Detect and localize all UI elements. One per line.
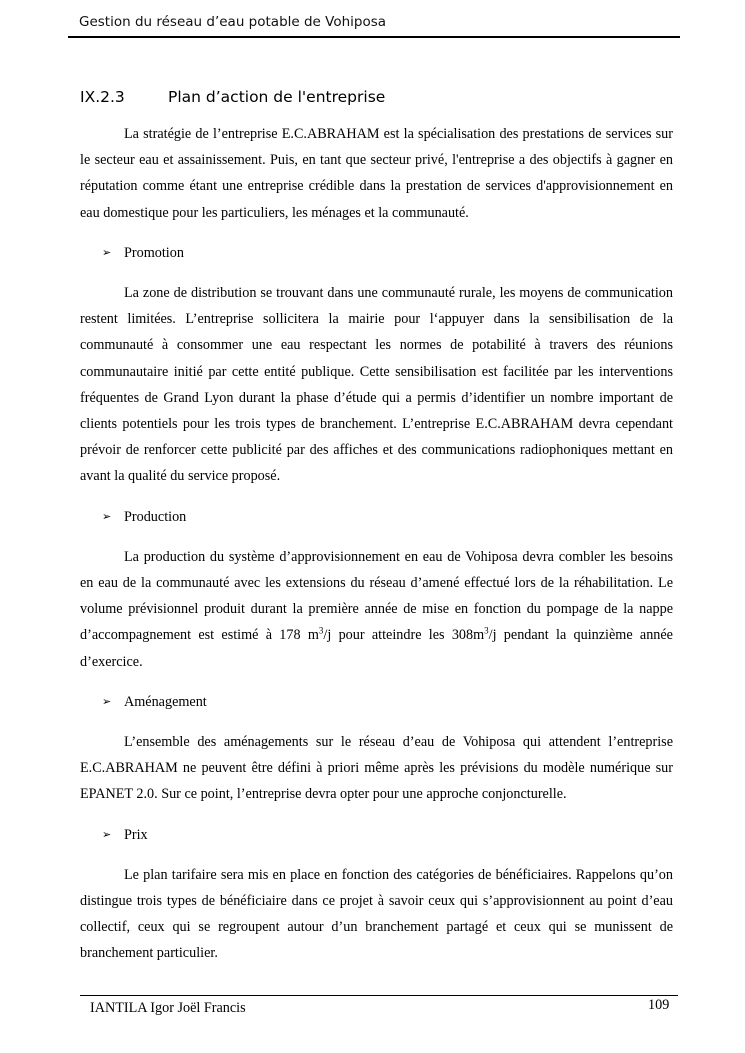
running-header: Gestion du réseau d’eau potable de Vohiposa xyxy=(79,14,387,30)
section-number: IX.2.3 xyxy=(80,88,125,106)
header-rule xyxy=(68,36,680,38)
bullet-promotion-label: Promotion xyxy=(124,244,184,261)
document-body xyxy=(80,121,673,967)
arrow-bullet-icon: ➢ xyxy=(102,827,112,841)
section-title: Plan d’action de l'entreprise xyxy=(168,88,386,106)
amenagement-paragraph: L’ensemble des aménagements sur le réseau d’eau de Vohiposa qui attendent l’entreprise E.C.ABRAHAM ne peuvent être défini à priori même après les prévisions du modèle numérique sur EPANET 2.0. Sur ce point, l’entreprise devra opter pour une approche conjoncturelle. xyxy=(80,734,673,803)
production-text-3: /j pendant la quinzième année d’exercice. xyxy=(80,627,673,670)
promotion-paragraph: La zone de distribution se trouvant dans une communauté rurale, les moyens de communication restent limitées. L’entreprise sollicitera la mairie pour l‘appuyer dans la sensibilisation de la communauté à consommer une eau respectant les normes de potabilité à travers des réunions communautaire initié par cette entité publique. Cette sensibilisation est facilitée par les interventions fréquentes de Grand Lyon durant la phase d’étude qui a permis d’identifier un nombre important de clients potentiels pour les trois types de branchement. L’entreprise E.C.ABRAHAM devra cependant prévoir de renforcer cette publicité par des affiches et des communications radiophoniques mettant en avant la qualité du service proposé. xyxy=(80,285,673,485)
bullet-prix xyxy=(102,822,673,848)
arrow-bullet-icon: ➢ xyxy=(102,509,112,523)
bullet-amenagement-label: Aménagement xyxy=(124,693,207,710)
bullet-production-label: Production xyxy=(124,508,187,525)
production-paragraph xyxy=(80,544,673,675)
arrow-bullet-icon: ➢ xyxy=(102,245,112,259)
superscript-3: 3 xyxy=(484,625,489,636)
production-text-2: /j pour atteindre les 308m xyxy=(323,627,485,644)
bullet-amenagement xyxy=(102,689,673,715)
arrow-bullet-icon: ➢ xyxy=(102,694,112,708)
prix-paragraph: Le plan tarifaire sera mis en place en fonction des catégories de bénéficiaires. Rappelons qu’on distingue trois types de bénéficiaire dans ce projet à savoir ceux qui s’approvisionnent au point d’eau collectif, ceux qui se regroupent autour d’un branchement partagé et ceux qui se munissent de branchement particulier. xyxy=(80,866,673,962)
bullet-promotion xyxy=(102,240,673,266)
superscript-3: 3 xyxy=(318,625,324,636)
section-heading xyxy=(80,88,385,106)
page-number: 109 xyxy=(648,997,670,1013)
bullet-prix-label: Prix xyxy=(124,826,148,843)
production-text-1: La production du système d’approvisionnement en eau de Vohiposa devra combler les besoins en eau de la communauté avec les extensions du réseau d’amené effectué lors de la réhabilitation. Le volume prévisionnel produit durant la première année de mise en fonction du pompage de la nappe d’accompagnement est estimé à 178 m xyxy=(80,548,673,644)
footer-rule xyxy=(80,995,678,996)
footer-author: IANTILA Igor Joël Francis xyxy=(90,1000,246,1016)
bullet-production xyxy=(102,504,673,530)
intro-paragraph: La stratégie de l’entreprise E.C.ABRAHAM est la spécialisation des prestations de services sur le secteur eau et assainissement. Puis, en tant que secteur privé, l'entreprise a des objectifs à gagner en réputation comme étant une entreprise crédible dans la prestation de services d'approvisionnement en eau domestique pour les particuliers, les ménages et la communauté. xyxy=(80,126,673,221)
